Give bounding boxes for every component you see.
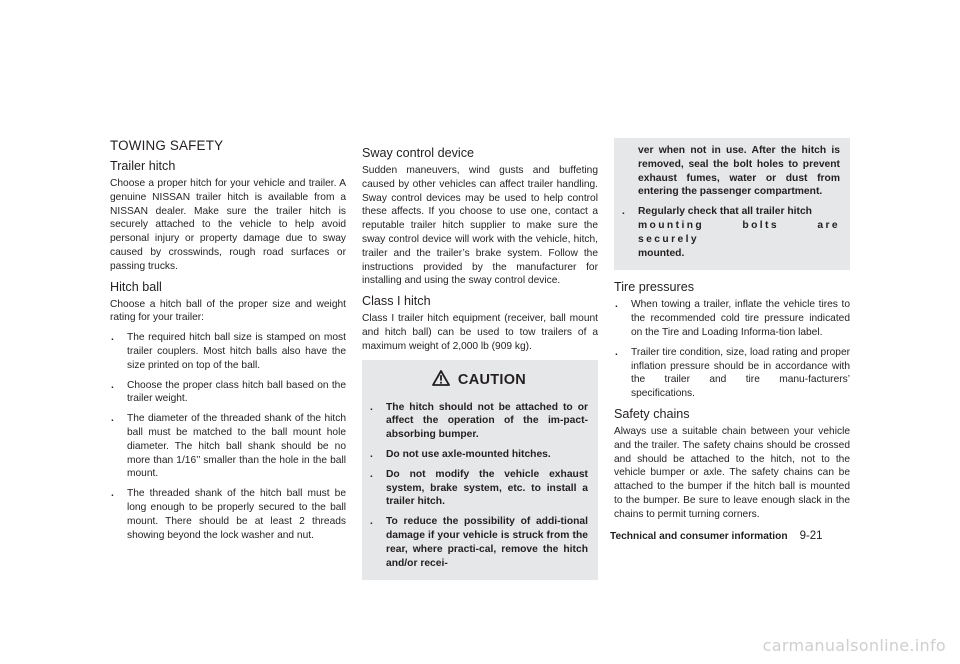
trailer-hitch-heading: Trailer hitch (110, 159, 176, 173)
bullet-icon: . (370, 468, 373, 480)
page-footer (610, 530, 823, 542)
caution-list-continued (622, 144, 840, 260)
tire-pressures-heading: Tire pressures (614, 280, 695, 295)
column-3 (614, 138, 850, 528)
bullet-icon: . (111, 332, 114, 344)
safety-chains-body: Always use a suitable chain between your vehicle and the trailer. The safety chains should be crossed and should be attached to the hitch, not to the vehicle bumper or axle. The safety chains can be attached to the bumper if the hitch ball is mounted to the bumper. Be sure to leave enough slack in the chains to permit turning corners. (614, 425, 850, 520)
hitch-ball-list (110, 331, 346, 542)
list-item-text: When towing a trailer, inflate the vehicle tires to the recommended cold tire pressure indicated on the Tire and Loading Informa-tion label. (631, 299, 850, 338)
list-item-text: Do not use axle-mounted hitches. (386, 448, 551, 460)
list-item (370, 448, 588, 462)
list-item-text: Do not modify the vehicle exhaust system, brake system, etc. to install a trailer hitch. (386, 468, 588, 508)
bullet-icon: . (111, 379, 114, 391)
bullet-icon: . (615, 299, 618, 311)
list-item (110, 331, 346, 372)
list-item (622, 205, 840, 260)
list-item-text: Trailer tire condition, size, load rating and proper inflation pressure should be in accordance with the trailer and tire manu-facturers’ specifications. (631, 346, 850, 400)
hitch-ball-body: Choose a hitch ball of the proper size and weight rating for your trailer: (110, 298, 346, 324)
bullet-icon: . (622, 206, 625, 218)
caution-list (370, 401, 588, 571)
list-item-text: Regularly check that all trailer hitch (638, 206, 812, 218)
class-hitch-heading: Class I hitch (362, 294, 431, 309)
bullet-icon: . (370, 401, 373, 413)
list-item-text: mounting bolts are securely (638, 219, 840, 245)
sway-control-body: Sudden maneuvers, wind gusts and buffeting caused by other vehicles can affect trailer handling. Sway control devices may be used to help control these affects. If you choose to use one, contact a reputable trailer hitch supplier to make sure the sway control device will work with the vehicle, hitch, trailer and the trailer’s brake system. Follow the instructions provided by the manufacturer for installing and using the sway control device. (362, 165, 598, 287)
trailer-hitch-body: Choose a proper hitch for your vehicle and trailer. A genuine NISSAN trailer hitch is available from a NISSAN dealer. Make sure the trailer hitch is securely attached to the vehicle to help avoid personal injury or property damage due to sway caused by crosswinds, rough road surfaces or passing trucks. (110, 178, 346, 272)
list-item (370, 401, 588, 442)
list-item (370, 468, 588, 509)
safety-chains-heading: Safety chains (614, 406, 690, 421)
bullet-icon: . (111, 488, 114, 500)
bullet-icon: . (615, 346, 618, 358)
list-item-text: Choose the proper class hitch ball based on the trailer weight. (127, 379, 346, 405)
bullet-icon: . (111, 413, 114, 425)
bullet-icon: . (370, 516, 373, 528)
caution-box-continued (614, 138, 850, 270)
caution-header (370, 370, 588, 391)
list-item-text: The required hitch ball size is stamped on most trailer couplers. Most hitch balls also have the size printed on top of the ball. (127, 332, 346, 371)
hitch-ball-heading: Hitch ball (110, 279, 162, 294)
page-number: 9-21 (799, 530, 823, 542)
section-title: TOWING SAFETY (110, 138, 224, 153)
list-item (614, 298, 850, 339)
watermark: carmanualsonline.info (762, 636, 946, 655)
caution-box (362, 360, 598, 581)
list-item (110, 379, 346, 407)
list-item (110, 412, 346, 481)
list-item-text: ver when not in use. After the hitch is removed, seal the bolt holes to prevent exhaust fumes, water or dust from entering the passenger compartment. (638, 145, 840, 198)
class-hitch-body: Class I trailer hitch equipment (receiver, ball mount and hitch ball) can be used to tow trailers of a maximum weight of 2,000 lb (909 kg). (362, 313, 598, 352)
list-item-text: The hitch should not be attached to or affect the operation of the im-pact-absorbing bumper. (386, 401, 588, 441)
footer-section-title: Technical and consumer information (610, 531, 788, 542)
list-item (614, 346, 850, 401)
list-item (622, 144, 840, 199)
list-item-text: The diameter of the threaded shank of the hitch ball must be matched to the ball mount hole diameter. The hitch ball shank should be no more than 1/16’’ smaller than the hole in the ball mount. (127, 413, 346, 480)
list-item (370, 515, 588, 570)
caution-title: CAUTION (457, 372, 527, 389)
list-item (110, 487, 346, 542)
list-item-text: To reduce the possibility of addi-tional damage if your vehicle is struck from the rear, where practi-cal, remove the hitch and/or recei- (386, 516, 588, 569)
warning-triangle-icon (432, 370, 450, 391)
list-item-text: mounted. (638, 247, 685, 259)
list-item-text: The threaded shank of the hitch ball must be long enough to be properly secured to the ball mount. There should be at least 2 threads showing beyond the lock washer and nut. (127, 488, 346, 541)
column-1 (110, 138, 346, 548)
sway-control-heading: Sway control device (362, 146, 474, 160)
tire-pressures-list (614, 298, 850, 401)
column-2 (362, 138, 598, 580)
bullet-icon: . (370, 448, 373, 460)
